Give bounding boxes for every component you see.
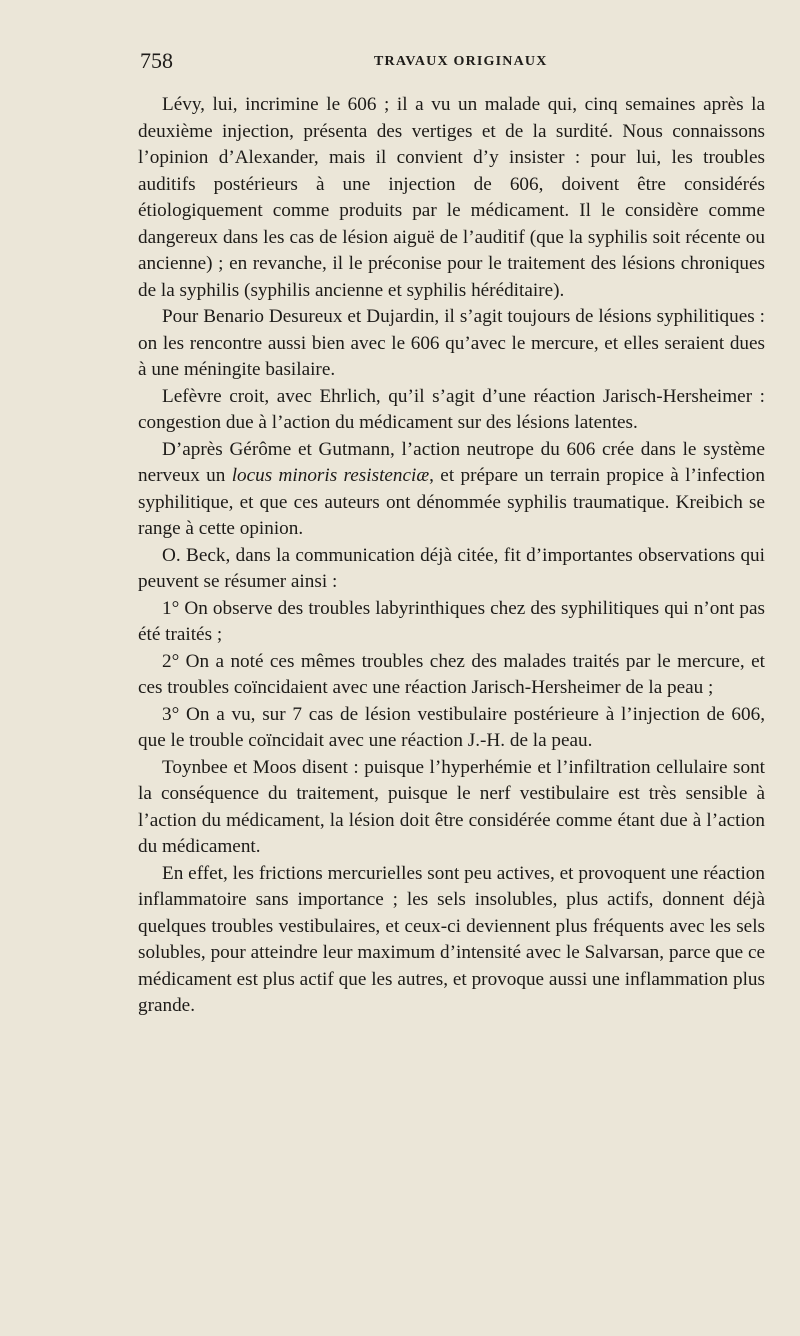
paragraph-4-before: D’après Gérôme et Gutmann, l’action neutrope du 606 crée dans le système nerveux un <box>138 438 765 486</box>
paragraph-4-after: , et prépare un terrain propice à l’infection syphilitique, et que ces auteurs ont dénommée syphilis traumatique. Kreibich se range à cette opinion. <box>138 465 765 539</box>
paragraph-2: Pour Benario Desureux et Dujardin, il s’agit toujours de lésions syphilitiques : on les rencontre aussi bien avec le 606 qu’avec le mercure, et elles seraient dues à une méningite basilaire. <box>138 306 765 380</box>
list-item-2: 2° On a noté ces mêmes troubles chez des malades traités par le mercure, et ces troubles coïncidaient avec une réaction Jarisch-Hersheimer de la peau ; <box>138 650 765 698</box>
paragraph-4 <box>138 437 765 543</box>
latin-phrase: locus minoris resistenciæ <box>231 465 430 486</box>
running-title: TRAVAUX ORIGINAUX <box>374 54 548 69</box>
list-item-3: 3° On a vu, sur 7 cas de lésion vestibulaire postérieure à l’injection de 606, que le trouble coïncidait avec une réaction J.-H. de la peau. <box>138 703 765 751</box>
paragraph-1: Lévy, lui, incrimine le 606 ; il a vu un malade qui, cinq semaines après la deuxième injection, présenta des vertiges et de la surdité. Nous connaissons l’opinion d’Alexander, mais il convient d’y insister : pour lui, les troubles auditifs postérieurs à une injection de 606, doivent être considérés étiologiquement comme produits par le médicament. Il le considère comme dangereux dans les cas de lésion aiguë de l’auditif (que la syphilis soit récente ou ancienne) ; en revanche, il le préconise pour le traitement des lésions chroniques de la syphilis (syphilis ancienne et syphilis héréditaire). <box>138 94 765 301</box>
page-number: 758 <box>140 48 173 73</box>
paragraph-5: O. Beck, dans la communication déjà citée, fit d’importantes observations qui peuvent se résumer ainsi : <box>138 544 765 592</box>
list-item-1: 1° On observe des troubles labyrinthiques chez des syphilitiques qui n’ont pas été traités ; <box>138 597 765 645</box>
page-header <box>140 48 765 76</box>
paragraph-7: En effet, les frictions mercurielles sont peu actives, et provoquent une réaction inflammatoire sans importance ; les sels insolubles, plus actifs, donnent déjà quelques troubles vestibulaires, et ceux-ci deviennent plus fréquents avec les sels solubles, pour atteindre leur maximum d’intensité avec le Salvarsan, parce que ce médicament est plus actif que les autres, et provoque aussi une inflammation plus grande. <box>138 862 765 1016</box>
paragraph-6: Toynbee et Moos disent : puisque l’hyperhémie et l’infiltration cellulaire sont la conséquence du traitement, puisque le nerf vestibulaire est très sensible à l’action du médicament, la lésion doit être considérée comme étant due à l’action du médicament. <box>138 756 765 857</box>
body-text <box>138 92 765 1020</box>
paragraph-3: Lefèvre croit, avec Ehrlich, qu’il s’agit d’une réaction Jarisch-Hersheimer : congestion due à l’action du médicament sur des lésions latentes. <box>138 385 765 433</box>
